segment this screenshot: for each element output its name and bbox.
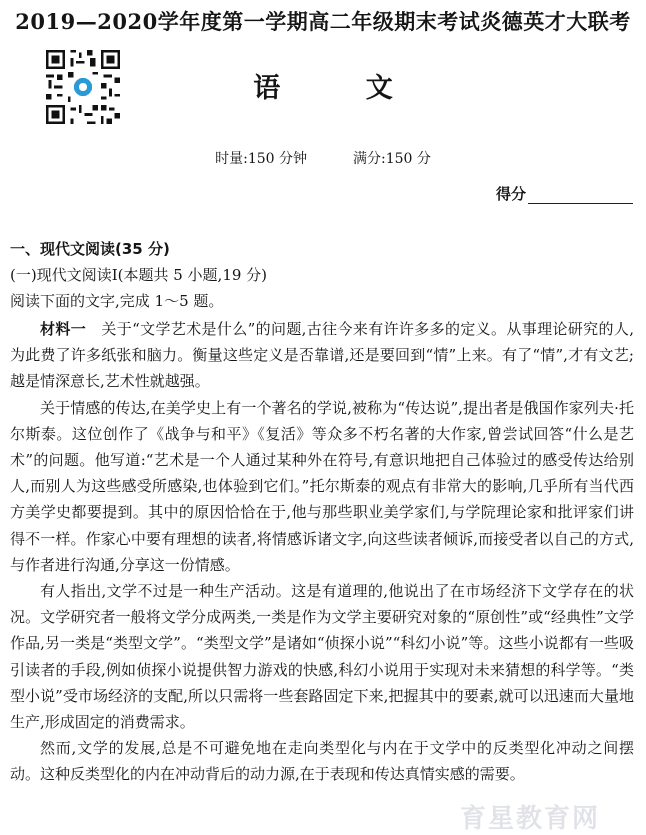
- full-score: 满分:150 分: [353, 151, 431, 167]
- section-heading: 一、现代文阅读(35 分): [10, 240, 170, 258]
- paragraph: 关于情感的传达,在美学史上有一个著名的学说,被称为“传达说”,提出者是俄国作家列夫·托尔斯泰。这位创作了《战争与和平》《复活》等众多不朽名著的大作家,曾尝试回答“什么是艺术”的问题。他写道:“艺术是一个人通过某种外在符号,有意识地把自己体验过的感受传达给别人,而别人为这些感受所感染,也体验到它们。”托尔斯泰的观点有非常大的影响,几乎所有当代西方美学史都要提到。其中的原因恰恰在于,他与那些职业美学家们,与学院理论家和批评家们讲得不一样。作家心中要有理想的读者,将情感诉诸文字,向这些读者倾诉,而接受者以自己的方式,与作者进行沟通,分享这一份情感。: [10, 398, 634, 574]
- material-label: 材料一: [40, 320, 87, 338]
- paragraph: [10, 316, 634, 395]
- exam-info: [0, 148, 646, 168]
- section-subheading: (一)现代文阅读Ⅰ(本题共 5 小题,19 分): [10, 266, 268, 284]
- paragraph: 然而,文学的发展,总是不可避免地在走向类型化与内在于文学中的反类型化冲动之间摆动。这种反类型化的内在冲动背后的动力源,在于表现和传达真情实感的需要。: [10, 739, 634, 784]
- reading-instruction: 阅读下面的文字,完成 1～5 题。: [10, 292, 224, 310]
- paragraph-text: 关于“文学艺术是什么”的问题,古往今来有许许多多的定义。从事理论研究的人,为此费了许多纸张和脑力。衡量这些定义是否靠谱,还是要回到“情”上来。有了“情”,才有文艺;越是情深意长,艺术性就越强。: [10, 320, 634, 391]
- score-label: 得分: [496, 185, 527, 203]
- exam-title: 2019—2020学年度第一学期高二年级期末考试炎德英才大联考: [15, 9, 631, 34]
- score-field: [496, 183, 633, 204]
- score-blank[interactable]: [528, 188, 633, 204]
- time-limit: 时量:150 分钟: [215, 151, 307, 167]
- material-text: [10, 316, 634, 788]
- watermark: 育星教育网: [460, 804, 601, 834]
- paragraph: 有人指出,文学不过是一种生产活动。这是有道理的,他说出了在市场经济下文学存在的状况。文学研究者一般将文学分成两类,一类是作为文学主要研究对象的“原创性”或“经典性”文学作品,另一类是“类型文学”。“类型文学”是诸如“侦探小说”“科幻小说”等。这些小说都有一些吸引读者的手段,例如侦探小说提供智力游戏的快感,科幻小说用于实现对未来猜想的科学等。“类型小说”受市场经济的支配,所以只需将一些套路固定下来,把握其中的要素,就可以迅速而大量地生产,形成固定的消费需求。: [10, 582, 634, 732]
- subject-title: 语 文: [253, 73, 431, 104]
